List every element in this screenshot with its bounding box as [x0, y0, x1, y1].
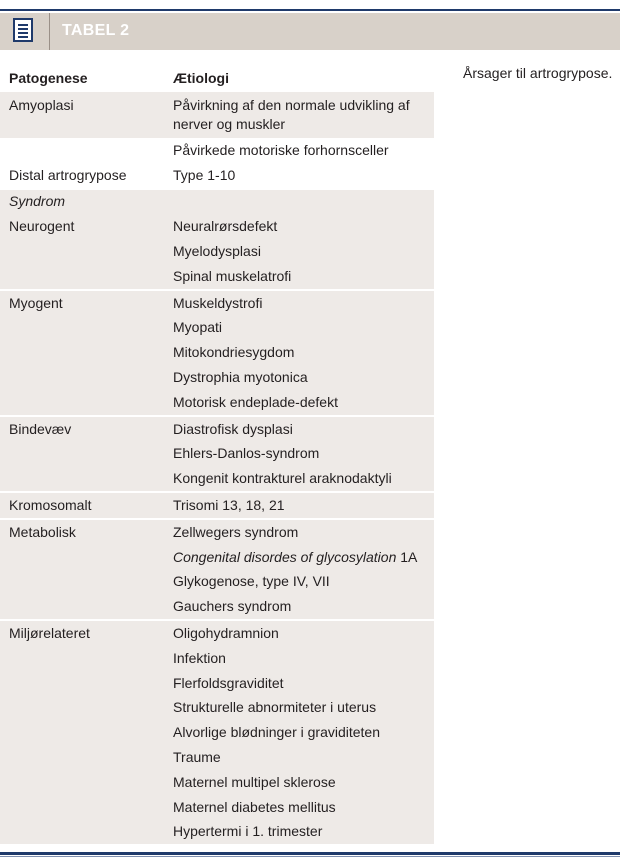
bottom-rule-thin: [0, 856, 620, 857]
etiology-cell: Kongenit kontrakturel araknodaktyli: [173, 470, 392, 487]
pathogenesis-cell: Kromosomalt: [0, 492, 173, 519]
etiology-cell: Påvirkning af den normale udvikling af nerver og muskler: [173, 97, 410, 132]
etiology-cell: Traume: [173, 749, 221, 766]
etiology-cell: [173, 189, 434, 215]
table-row: [0, 290, 434, 316]
etiology-cell: Maternel multipel sklerose: [173, 773, 336, 790]
pathogenesis-cell: [0, 340, 173, 365]
pathogenesis-cell: Bindevæv: [0, 416, 173, 442]
pathogenesis-cell: [0, 570, 173, 595]
pathogenesis-cell: [0, 390, 173, 416]
table-row: [0, 570, 434, 595]
pathogenesis-cell: [0, 745, 173, 770]
table-row: [0, 416, 434, 442]
etiology-cell: Myelodysplasi: [173, 243, 261, 260]
pathogenesis-cell: [0, 671, 173, 696]
table-title: TABEL 2: [62, 22, 130, 39]
pathogenesis-cell: [0, 720, 173, 745]
etiology-cell: Alvorlige blødninger i graviditeten: [173, 724, 380, 741]
etiology-table: [0, 92, 434, 844]
column-header-aetiologi: Ætiologi: [173, 70, 229, 86]
pathogenesis-cell: Distal artrogrypose: [9, 166, 127, 183]
etiology-cell: Spinal muskelatrofi: [173, 267, 292, 284]
table-row: [0, 620, 434, 646]
etiology-cell: Påvirkede motoriske forhornsceller: [173, 141, 389, 158]
table-row: [0, 545, 434, 570]
pathogenesis-cell: [0, 795, 173, 820]
table-row: [0, 492, 434, 519]
pathogenesis-cell: [0, 696, 173, 721]
etiology-cell: Glykogenose, type IV, VII: [173, 573, 330, 590]
etiology-cell: [173, 545, 434, 570]
table-row: [0, 696, 434, 721]
pathogenesis-cell: [0, 594, 173, 620]
etiology-cell: Diastrofisk dysplasi: [173, 416, 434, 442]
table-row: [0, 239, 434, 264]
table-row: [0, 770, 434, 795]
pathogenesis-cell: [0, 138, 173, 163]
document-list-icon: [13, 18, 33, 42]
pathogenesis-cell: [0, 545, 173, 570]
pathogenesis-cell: [0, 264, 173, 290]
pathogenesis-cell: Metabolisk: [0, 519, 173, 545]
pathogenesis-cell: [0, 316, 173, 341]
pathogenesis-cell: [0, 820, 173, 845]
table-row: [0, 264, 434, 290]
etiology-cell: Neuralrørsdefekt: [173, 218, 278, 235]
etiology-cell: Muskeldystrofi: [173, 290, 434, 316]
pathogenesis-cell: Neurogent: [9, 218, 75, 235]
etiology-cell: Flerfoldsgraviditet: [173, 674, 284, 691]
etiology-cell: Trisomi 13, 18, 21: [173, 492, 434, 519]
table-header-bar: [0, 13, 620, 50]
table-row: [0, 365, 434, 390]
table-row: [0, 519, 434, 545]
etiology-cell: Infektion: [173, 649, 226, 666]
pathogenesis-cell: Miljørelateret: [0, 620, 173, 646]
table-row: [0, 820, 434, 845]
table-row: [0, 720, 434, 745]
etiology-cell: Gauchers syndrom: [173, 598, 292, 615]
table-row: [0, 646, 434, 671]
etiology-cell: Maternel diabetes mellitus: [173, 798, 336, 815]
etiology-cell: Mitokondriesygdom: [173, 344, 295, 361]
table-row: [0, 316, 434, 341]
etiology-cell: Dystrophia myotonica: [173, 369, 308, 386]
pathogenesis-cell: Myogent: [0, 290, 173, 316]
table-row: [0, 594, 434, 620]
table-row: [0, 390, 434, 416]
etiology-cell: Motorisk endeplade-defekt: [173, 393, 338, 410]
table-row: [0, 163, 434, 189]
etiology-cell: Type 1-10: [173, 166, 236, 183]
etiology-cell: Hypertermi i 1. trimester: [173, 823, 323, 840]
pathogenesis-cell: Amyoplasi: [9, 97, 74, 113]
pathogenesis-cell: [0, 646, 173, 671]
pathogenesis-cell: [0, 442, 173, 467]
table-row: [0, 671, 434, 696]
column-header-patogenese: Patogenese: [9, 70, 88, 86]
table-row: [0, 340, 434, 365]
pathogenesis-cell: [0, 365, 173, 390]
table-row: [0, 466, 434, 492]
etiology-suffix-text: 1A: [400, 548, 418, 565]
pathogenesis-cell: [0, 239, 173, 264]
pathogenesis-cell: [0, 770, 173, 795]
etiology-cell: Ehlers-Danlos-syndrom: [173, 445, 320, 462]
etiology-cell: Zellwegers syndrom: [173, 519, 434, 545]
pathogenesis-cell: Syndrom: [0, 189, 173, 215]
etiology-cell: Oligohydramnion: [173, 620, 434, 646]
pathogenesis-cell: [0, 466, 173, 492]
table-row: [0, 138, 434, 163]
top-rule: [0, 9, 620, 11]
bottom-rule: [0, 852, 620, 855]
table-row: [0, 795, 434, 820]
table-row: [0, 745, 434, 770]
etiology-cell: Myopati: [173, 319, 223, 336]
table-caption: Årsager til artrogrypose.: [463, 65, 613, 81]
table-row: [0, 189, 434, 215]
table-row: [0, 214, 434, 239]
table-row: [0, 442, 434, 467]
table-row: [0, 92, 434, 138]
etiology-cell: Strukturelle abnormiteter i uterus: [173, 699, 377, 716]
etiology-italic-text: Congenital disordes of glycosylation: [173, 548, 397, 565]
header-separator: [49, 13, 50, 50]
